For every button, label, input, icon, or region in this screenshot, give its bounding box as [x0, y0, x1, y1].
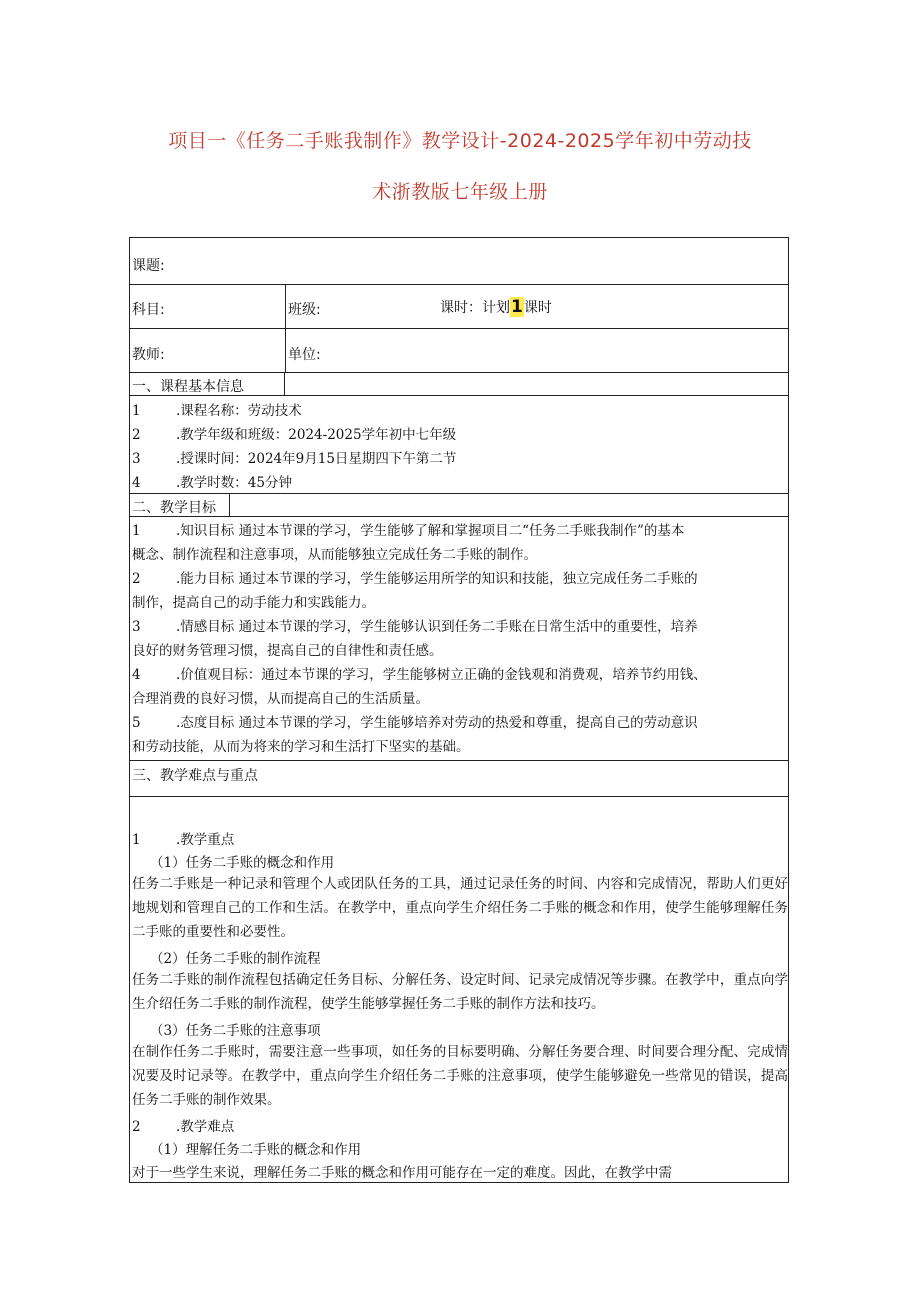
objective-item-cont: 良好的财务管理习惯，提高自己的自律性和责任感。 [132, 643, 443, 659]
hours-item: 4 .教学时数：45分钟 [132, 475, 292, 491]
objective-item-cont: 制作，提高自己的动手能力和实践能力。 [132, 595, 375, 611]
key-points-heading: 1 .教学重点 [132, 832, 235, 848]
objective-item: 3 .情感目标 通过本节课的学习，学生能够认识到任务二手账在日常生活中的重要性，培养 [132, 619, 698, 635]
document-title-line-2: 术浙教版七年级上册 [372, 181, 548, 203]
hours-field [440, 297, 552, 317]
section2-heading-row [130, 493, 788, 516]
key-point-3-text: 在制作任务二手账时，需要注意一些事项，如任务的目标要明确、分解任务要合理、时间要合理分配、完成情况要及时记录等。在教学中，重点向学生介绍任务二手账的注意事项，使学生能够避免一些常见的错误，提高任务二手账的制作效果。 [132, 1044, 788, 1108]
teacher-label: 教师: [132, 347, 165, 363]
teacher-row [130, 328, 788, 372]
course-name-item: 1 .课程名称：劳动技术 [132, 403, 302, 419]
section1-heading-row [130, 372, 788, 395]
lesson-plan-table [129, 237, 789, 1183]
key-point-2-text: 任务二手账的制作流程包括确定任务目标、分解任务、设定时间、记录完成情况等步骤。在教学中，重点向学生介绍任务二手账的制作流程，使学生能够掌握任务二手账的制作方法和技巧。 [132, 972, 788, 1012]
hours-prefix: 课时：计划 [440, 300, 510, 316]
subject-row [130, 284, 788, 328]
unit-cell [285, 329, 788, 372]
hours-value: 1 [511, 297, 523, 317]
section2-heading: 二、教学目标 [132, 500, 216, 516]
key-point-3-title: （3）任务二手账的注意事项 [150, 1023, 321, 1039]
section1-body [130, 395, 788, 493]
objective-item: 2 .能力目标 通过本节课的学习，学生能够运用所学的知识和技能，独立完成任务二手账的 [132, 571, 698, 587]
key-point-2-title: （2）任务二手账的制作流程 [150, 951, 321, 967]
time-item: 3 .授课时间：2024年9月15日星期四下午第二节 [132, 451, 457, 467]
objective-item-cont: 和劳动技能，从而为将来的学习和生活打下坚实的基础。 [132, 739, 470, 755]
class-cell [285, 285, 788, 328]
document-title-line-1: 项目一《任务二手账我制作》教学设计-2024-2025学年初中劳动技 [168, 130, 752, 152]
difficulty-1-text: 对于一些学生来说，理解任务二手账的概念和作用可能存在一定的难度。因此，在教学中需 [132, 1165, 672, 1181]
hours-suffix: 课时 [523, 300, 552, 316]
unit-label: 单位: [288, 347, 321, 363]
section1-heading: 一、课程基本信息 [132, 379, 244, 395]
difficulty-1-title: （1）理解任务二手账的概念和作用 [150, 1142, 362, 1158]
section3-body [130, 796, 788, 1183]
objective-item: 1 .知识目标 通过本节课的学习，学生能够了解和掌握项目二“任务二手账我制作”的基本 [132, 523, 685, 539]
grade-item: 2 .教学年级和班级：2024-2025学年初中七年级 [132, 427, 457, 443]
class-label: 班级: [288, 302, 321, 318]
topic-label: 课题: [132, 258, 165, 274]
section3-heading-row [130, 760, 788, 796]
topic-row [130, 238, 788, 284]
key-point-1-text: 任务二手账是一种记录和管理个人或团队任务的工具，通过记录任务的时间、内容和完成情况，帮助人们更好地规划和管理自己的工作和生活。在教学中，重点向学生介绍任务二手账的概念和作用，使学生能够理解任务二手账的重要性和必要性。 [132, 876, 788, 940]
objective-item: 5 .态度目标 通过本节课的学习，学生能够培养对劳动的热爱和尊重，提高自己的劳动意识 [132, 715, 698, 731]
objective-item-cont: 合理消费的良好习惯，从而提高自己的生活质量。 [132, 691, 429, 707]
difficulties-heading: 2 .教学难点 [132, 1119, 235, 1135]
objective-item: 4 .价值观目标：通过本节课的学习，学生能够树立正确的金钱观和消费观，培养节约用钱、 [132, 667, 707, 683]
section2-body [130, 516, 788, 760]
section3-heading: 三、教学难点与重点 [132, 768, 258, 784]
subject-label: 科目: [132, 302, 165, 318]
key-point-1-title: （1）任务二手账的概念和作用 [150, 855, 335, 871]
objective-item-cont: 概念、制作流程和注意事项，从而能够独立完成任务二手账的制作。 [132, 547, 537, 563]
